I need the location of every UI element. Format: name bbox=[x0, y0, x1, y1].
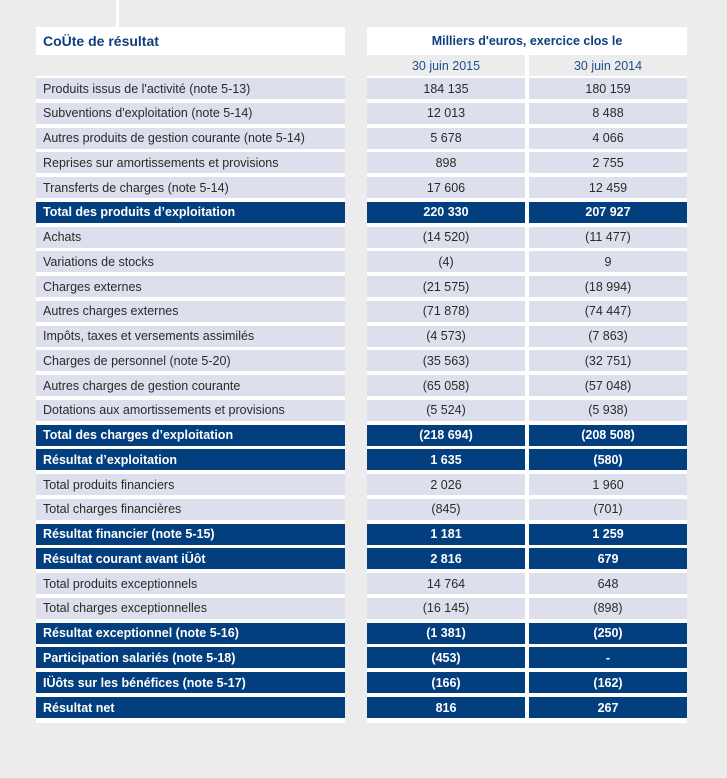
value-cell-2014: 679 bbox=[529, 548, 687, 569]
value-cell-2014: (898) bbox=[529, 598, 687, 619]
value-cell-2014: (32 751) bbox=[529, 350, 687, 371]
value-cell-2015: (65 058) bbox=[367, 375, 525, 396]
table-row-label: Subventions d'exploitation (note 5-14) bbox=[36, 103, 345, 124]
table-row-values bbox=[367, 227, 687, 248]
value-cell-2015: 2 026 bbox=[367, 474, 525, 495]
value-cell-2014: (74 447) bbox=[529, 301, 687, 322]
value-cell-2015: (16 145) bbox=[367, 598, 525, 619]
value-cell-2014: (580) bbox=[529, 449, 687, 470]
units-header-text: Milliers d'euros, exercice clos le bbox=[431, 34, 623, 48]
total-row-label: IÜôts sur les bénéfices (note 5-17) bbox=[36, 672, 345, 693]
value-cell-2015: 184 135 bbox=[367, 78, 525, 99]
table-row-label: Autres charges de gestion courante bbox=[36, 375, 345, 396]
total-row-label: Total des charges d’exploitation bbox=[36, 425, 345, 446]
value-cell-2014: (208 508) bbox=[529, 425, 687, 446]
table-row-label: Total produits financiers bbox=[36, 474, 345, 495]
value-cell-2014: (11 477) bbox=[529, 227, 687, 248]
table-row-values bbox=[367, 301, 687, 322]
table-row-values bbox=[367, 350, 687, 371]
table-row-label: Variations de stocks bbox=[36, 251, 345, 272]
value-cell-2014: 1 960 bbox=[529, 474, 687, 495]
value-cell-2015: (71 878) bbox=[367, 301, 525, 322]
value-cell-2015: 14 764 bbox=[367, 573, 525, 594]
value-cell-2014: (7 863) bbox=[529, 326, 687, 347]
table-row-values bbox=[367, 103, 687, 124]
value-cell-2015: (14 520) bbox=[367, 227, 525, 248]
table-row-label: Total produits exceptionnels bbox=[36, 573, 345, 594]
value-cell-2014: 4 066 bbox=[529, 128, 687, 149]
value-cell-2015: (5 524) bbox=[367, 400, 525, 421]
total-row-label: Total des produits d’exploitation bbox=[36, 202, 345, 223]
year-header-row bbox=[367, 55, 687, 77]
total-row-values bbox=[367, 548, 687, 569]
table-row-values bbox=[367, 499, 687, 520]
table-title bbox=[36, 27, 345, 55]
table-row-values bbox=[367, 400, 687, 421]
total-row-values bbox=[367, 697, 687, 718]
value-cell-2015: (166) bbox=[367, 672, 525, 693]
value-cell-2015: (4 573) bbox=[367, 326, 525, 347]
total-row-values bbox=[367, 623, 687, 644]
divider-line bbox=[116, 0, 119, 27]
table-row-values bbox=[367, 128, 687, 149]
value-cell-2015: 2 816 bbox=[367, 548, 525, 569]
table-row-values bbox=[367, 598, 687, 619]
table-row-values bbox=[367, 326, 687, 347]
row-values bbox=[367, 76, 687, 723]
year-header-2015: 30 juin 2015 bbox=[367, 55, 525, 77]
value-cell-2014: 2 755 bbox=[529, 152, 687, 173]
total-row-values bbox=[367, 425, 687, 446]
table-row-label: Autres produits de gestion courante (note 5-14) bbox=[36, 128, 345, 149]
value-cell-2015: (845) bbox=[367, 499, 525, 520]
table-row-label: Total charges exceptionnelles bbox=[36, 598, 345, 619]
value-cell-2015: (453) bbox=[367, 647, 525, 668]
value-cell-2014: 8 488 bbox=[529, 103, 687, 124]
table-row-values bbox=[367, 177, 687, 198]
value-cell-2015: (218 694) bbox=[367, 425, 525, 446]
value-cell-2014: (5 938) bbox=[529, 400, 687, 421]
value-cell-2015: (1 381) bbox=[367, 623, 525, 644]
total-row-values bbox=[367, 672, 687, 693]
value-cell-2015: (35 563) bbox=[367, 350, 525, 371]
value-cell-2014: (162) bbox=[529, 672, 687, 693]
total-row-values bbox=[367, 202, 687, 223]
table-row-label: Transferts de charges (note 5-14) bbox=[36, 177, 345, 198]
table-row-values bbox=[367, 251, 687, 272]
total-row-label: Résultat financier (note 5-15) bbox=[36, 524, 345, 545]
value-cell-2014: - bbox=[529, 647, 687, 668]
total-row-label: Résultat net bbox=[36, 697, 345, 718]
value-cell-2014: 207 927 bbox=[529, 202, 687, 223]
table-row-values bbox=[367, 152, 687, 173]
year-header-2014: 30 juin 2014 bbox=[529, 55, 687, 77]
total-row-values bbox=[367, 524, 687, 545]
value-cell-2015: (4) bbox=[367, 251, 525, 272]
table-row-values bbox=[367, 573, 687, 594]
table-row-label: Reprises sur amortissements et provisions bbox=[36, 152, 345, 173]
value-cell-2015: 5 678 bbox=[367, 128, 525, 149]
value-cell-2014: 267 bbox=[529, 697, 687, 718]
table-row-label: Charges externes bbox=[36, 276, 345, 297]
table-row-values bbox=[367, 375, 687, 396]
table-row-values bbox=[367, 474, 687, 495]
value-cell-2015: 816 bbox=[367, 697, 525, 718]
total-row-label: Résultat courant avant iÜôt bbox=[36, 548, 345, 569]
total-row-values bbox=[367, 647, 687, 668]
value-cell-2014: 1 259 bbox=[529, 524, 687, 545]
value-cell-2014: 9 bbox=[529, 251, 687, 272]
value-cell-2015: 12 013 bbox=[367, 103, 525, 124]
total-row-values bbox=[367, 449, 687, 470]
table-row-values bbox=[367, 276, 687, 297]
value-cell-2015: 1 181 bbox=[367, 524, 525, 545]
value-cell-2014: 180 159 bbox=[529, 78, 687, 99]
units-header bbox=[367, 27, 687, 55]
value-cell-2014: (701) bbox=[529, 499, 687, 520]
value-cell-2015: 898 bbox=[367, 152, 525, 173]
table-title-text: CoÜte de résultat bbox=[43, 33, 159, 49]
value-cell-2015: (21 575) bbox=[367, 276, 525, 297]
table-row-label: Total charges financières bbox=[36, 499, 345, 520]
table-row-label: Autres charges externes bbox=[36, 301, 345, 322]
total-row-label: Résultat exceptionnel (note 5-16) bbox=[36, 623, 345, 644]
value-cell-2014: (18 994) bbox=[529, 276, 687, 297]
table-row-values bbox=[367, 78, 687, 99]
value-cell-2015: 220 330 bbox=[367, 202, 525, 223]
row-labels bbox=[36, 76, 345, 723]
value-cell-2014: 648 bbox=[529, 573, 687, 594]
table-row-label: Achats bbox=[36, 227, 345, 248]
value-cell-2014: 12 459 bbox=[529, 177, 687, 198]
total-row-label: Résultat d’exploitation bbox=[36, 449, 345, 470]
value-cell-2015: 17 606 bbox=[367, 177, 525, 198]
value-cell-2015: 1 635 bbox=[367, 449, 525, 470]
table-row-label: Impôts, taxes et versements assimilés bbox=[36, 326, 345, 347]
total-row-label: Participation salariés (note 5-18) bbox=[36, 647, 345, 668]
value-cell-2014: (57 048) bbox=[529, 375, 687, 396]
table-row-label: Charges de personnel (note 5-20) bbox=[36, 350, 345, 371]
value-cell-2014: (250) bbox=[529, 623, 687, 644]
table-row-label: Produits issus de l'activité (note 5-13) bbox=[36, 78, 345, 99]
table-row-label: Dotations aux amortissements et provisions bbox=[36, 400, 345, 421]
